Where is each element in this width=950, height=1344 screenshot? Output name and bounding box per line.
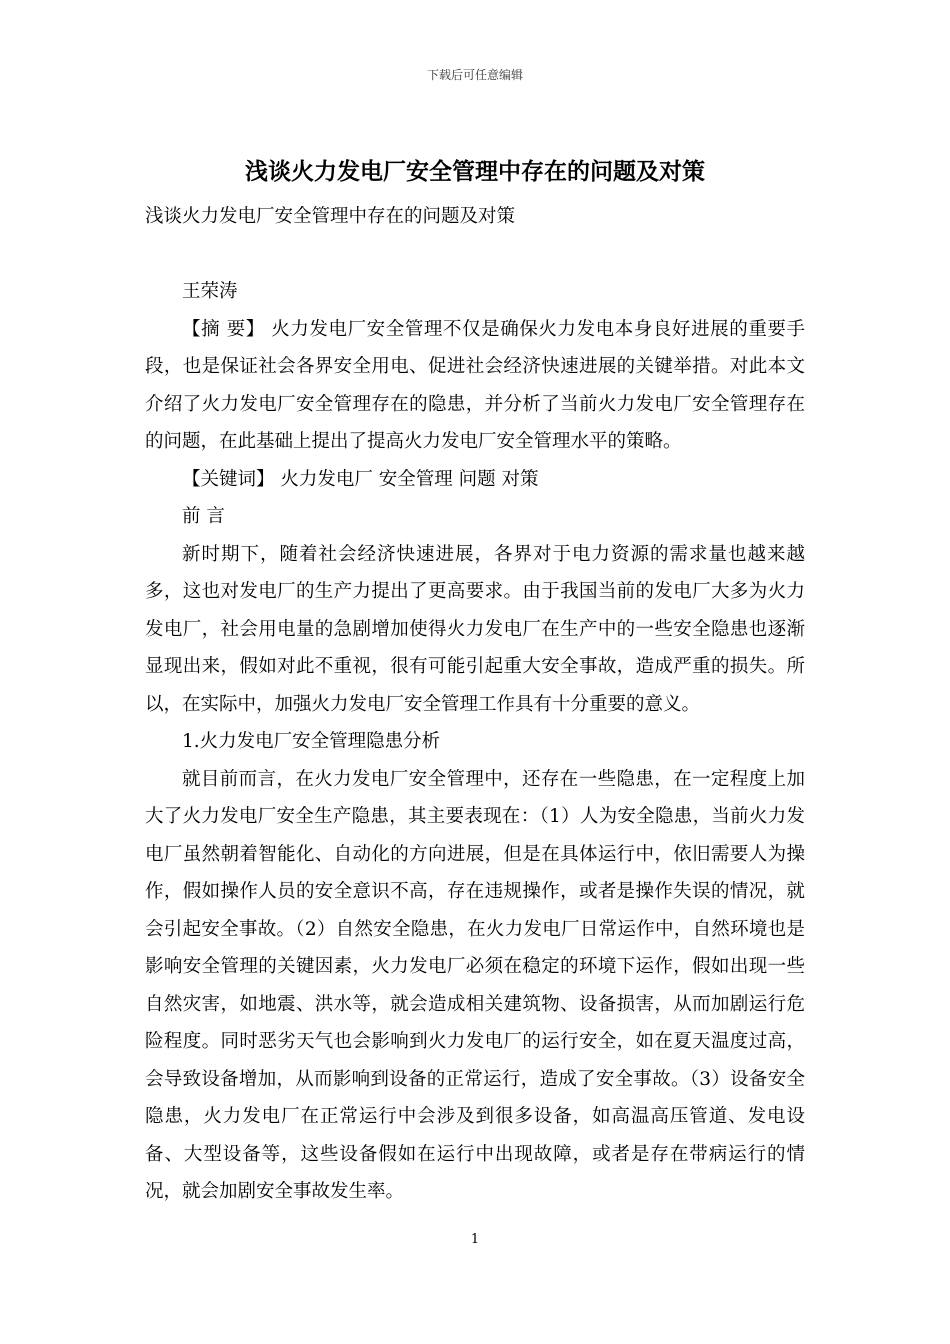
keywords-label: 【关键词】 (182, 468, 275, 490)
abstract-paragraph (145, 311, 805, 461)
page-title: 浅谈火力发电厂安全管理中存在的问题及对策 (245, 158, 705, 185)
preface-heading: 前 言 (182, 506, 225, 527)
section1-paragraph: 就目前而言，在火力发电厂安全管理中，还存在一些隐患，在一定程度上加大了火力发电厂安全生产隐患，其主要表现在：（1）人为安全隐患，当前火力发电厂虽然朝着智能化、自动化的方向进展，但是在具体运行中，依旧需要人为操作，假如操作人员的安全意识不高，存在违规操作，或者是操作失误的情况，就会引起安全事故。（2）自然安全隐患，在火力发电厂日常运作中，自然环境也是影响安全管理的关键因素，火力发电厂必须在稳定的环境下运作，假如出现一些自然灾害，如地震、洪水等，就会造成相关建筑物、设备损害，从而加剧运行危险程度。同时恶劣天气也会影响到火力发电厂的运行安全，如在夏天温度过高，会导致设备增加，从而影响到设备的正常运行，造成了安全事故。（3）设备安全隐患，火力发电厂在正常运行中会涉及到很多设备，如高温高压管道、发电设备、大型设备等，这些设备假如在运行中出现故障，或者是存在带病运行的情况，就会加剧安全事故发生率。 (145, 768, 805, 1202)
keywords-paragraph (145, 461, 805, 499)
preface-paragraph: 新时期下，随着社会经济快速进展，各界对于电力资源的需求量也越来越多，这也对发电厂的生产力提出了更高要求。由于我国当前的发电厂大多为火力发电厂，社会用电量的急剧增加使得火力发电厂在生产中的一些安全隐患也逐渐显现出来，假如对此不重视，很有可能引起重大安全事故，造成严重的损失。所以，在实际中，加强火力发电厂安全管理工作具有十分重要的意义。 (145, 543, 805, 715)
abstract-text: 火力发电厂安全管理不仅是确保火力发电本身良好进展的重要手段，也是保证社会各界安全用电、促进社会经济快速进展的关键举措。对此本文介绍了火力发电厂安全管理存在的隐患，并分析了当前火力发电厂安全管理存在的问题，在此基础上提出了提高火力发电厂安全管理水平的策略。 (145, 318, 805, 452)
subtitle: 浅谈火力发电厂安全管理中存在的问题及对策 (145, 206, 516, 227)
section1-heading: 1.火力发电厂安全管理隐患分析 (182, 731, 441, 752)
author: 王荣涛 (182, 281, 238, 302)
blank-line (145, 236, 805, 274)
document-body (145, 198, 805, 1211)
abstract-label: 【摘 要】 (182, 318, 265, 340)
header-note: 下载后可任意编辑 (426, 68, 523, 82)
keywords-text: 火力发电厂 安全管理 问题 对策 (280, 468, 539, 490)
page-number: 1 (470, 1232, 480, 1247)
